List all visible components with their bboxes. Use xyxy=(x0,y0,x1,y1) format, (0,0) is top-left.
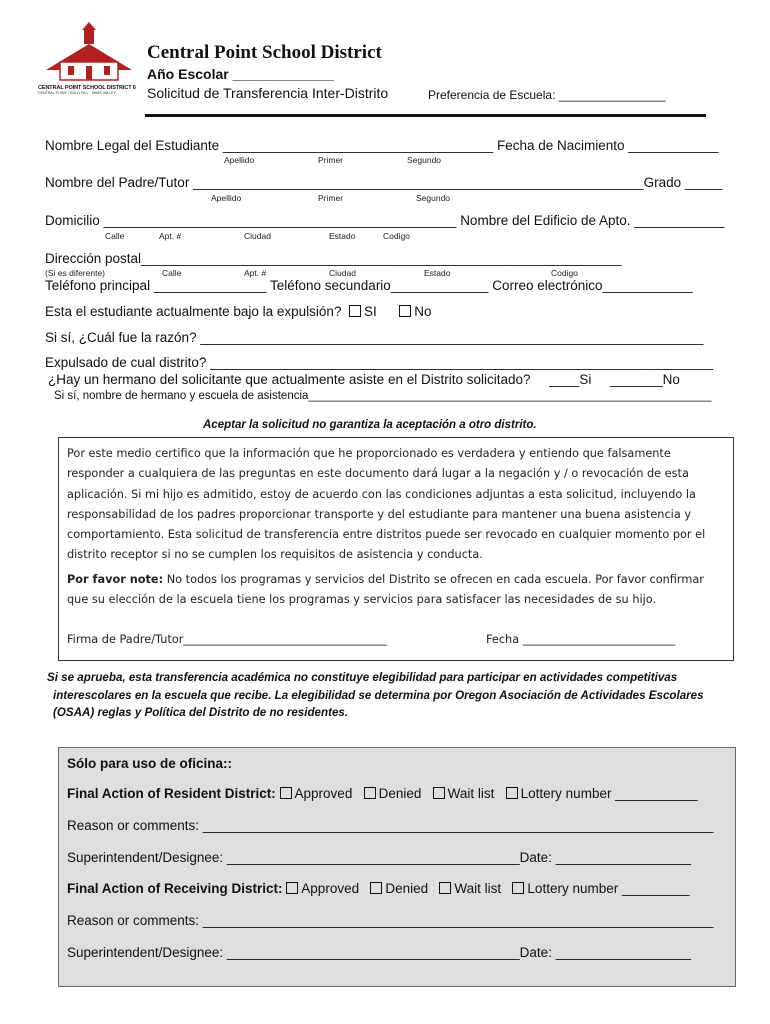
yes-checkbox[interactable] xyxy=(349,305,361,317)
sub-apellido: Apellido xyxy=(211,193,242,203)
no-label: No xyxy=(414,304,432,319)
resident-denied-checkbox[interactable] xyxy=(364,787,376,799)
primary-phone-label: Teléfono principal xyxy=(45,278,151,293)
sub-segundo: Segundo xyxy=(416,193,451,203)
sibling-name-field[interactable]: Si sí, nombre de hermano y escuela de asistencia_______________________________________________________________ xyxy=(54,390,712,402)
resident-action-label: Final Action of Resident District: xyxy=(67,786,276,801)
form-title: Solicitud de Transferencia Inter-Distrito xyxy=(147,85,389,101)
sub-primer: Primer xyxy=(318,155,344,165)
sibling-no-field[interactable]: _______No xyxy=(610,372,680,387)
resident-superintendent-field[interactable]: Superintendent/Designee: _______________________________________Date: __________________ xyxy=(67,850,691,865)
district-title: Central Point School District xyxy=(147,42,382,63)
sub-estado: Estado xyxy=(329,231,356,241)
receiving-lottery-field[interactable]: Lottery number _________ xyxy=(527,881,690,896)
resident-reason-field[interactable]: Reason or comments: ____________________________________________________________________ xyxy=(67,818,714,833)
program-note xyxy=(67,570,727,611)
resident-denied-label: Denied xyxy=(378,786,422,801)
sub-note: (Si es diferente) xyxy=(45,268,105,278)
dob-label: Fecha de Nacimiento xyxy=(496,138,625,153)
mailing-row xyxy=(45,251,622,266)
receiving-superintendent-field[interactable]: Superintendent/Designee: _______________________________________Date: __________________ xyxy=(67,945,691,960)
grade-field[interactable]: _____ xyxy=(684,175,723,190)
eligibility-notice: Si se aprueba, esta transferencia académica no constituye elegibilidad para participar en actividades competitivas interescolares en la escuela que recibe. La elegibilidad se determina por Oregon Asociación de Actividades Escolares (OSAA) reglas y Política del Distrito de no residentes. xyxy=(47,671,704,719)
sub-calle: Calle xyxy=(105,231,125,241)
acceptance-notice: Aceptar la solicitud no garantiza la aceptación a otro distrito. xyxy=(203,419,537,431)
resident-lottery-checkbox[interactable] xyxy=(506,787,518,799)
address-label: Domicilio xyxy=(45,213,100,228)
sub-ciudad: Ciudad xyxy=(244,231,271,241)
program-note-label: Por favor note: xyxy=(67,572,164,586)
sub-codigo: Codigo xyxy=(383,231,410,241)
sub-segundo: Segundo xyxy=(407,155,442,165)
signature-field[interactable]: Firma de Padre/Tutor____________________________________ xyxy=(67,633,387,646)
reason-field[interactable]: Si sí, ¿Cuál fue la razón? ___________________________________________________________________ xyxy=(45,330,704,345)
building-field[interactable]: ____________ xyxy=(634,213,725,228)
resident-waitlist-checkbox[interactable] xyxy=(433,787,445,799)
resident-approved-checkbox[interactable] xyxy=(280,787,292,799)
secondary-phone-label: Teléfono secundario xyxy=(269,278,391,293)
resident-action-row xyxy=(67,786,698,801)
district-logo xyxy=(38,22,138,95)
sub-estado: Estado xyxy=(424,268,451,278)
secondary-phone-field[interactable]: _____________ xyxy=(390,278,489,293)
email-field[interactable]: ____________ xyxy=(602,278,693,293)
receiving-approved-checkbox[interactable] xyxy=(286,882,298,894)
primary-phone-field[interactable]: _______________ xyxy=(153,278,267,293)
program-note-text: No todos los programas y servicios del Distrito se ofrecen en cada escuela. Por favor confirmar que su elección de la escuela tiene los programas y servicios para satisfacer las necesidades de su hijo. xyxy=(67,572,704,607)
mailing-field[interactable]: ________________________________________________________________ xyxy=(141,251,622,266)
receiving-waitlist-checkbox[interactable] xyxy=(439,882,451,894)
parent-field[interactable]: ____________________________________________________________ xyxy=(193,175,644,190)
mailing-label: Dirección postal xyxy=(45,251,142,266)
parent-name-row xyxy=(45,175,722,190)
sub-primer: Primer xyxy=(318,193,344,203)
resident-lottery-field[interactable]: Lottery number ___________ xyxy=(520,786,698,801)
address-row xyxy=(45,213,724,228)
receiving-denied-label: Denied xyxy=(385,881,429,896)
sub-apellido: Apellido xyxy=(224,155,255,165)
sub-ciudad: Ciudad xyxy=(329,268,356,278)
sub-calle: Calle xyxy=(162,268,182,278)
receiving-lottery-checkbox[interactable] xyxy=(512,882,524,894)
resident-approved-label: Approved xyxy=(294,786,353,801)
receiving-action-row xyxy=(67,881,690,896)
legal-name-field[interactable]: ____________________________________ xyxy=(222,138,494,153)
school-preference: Preferencia de Escuela: ________________ xyxy=(428,88,666,102)
resident-waitlist-label: Wait list xyxy=(447,786,495,801)
header-divider xyxy=(145,114,706,117)
address-field[interactable]: _______________________________________________ xyxy=(103,213,457,228)
certification-paragraph: Por este medio certifico que la información que he proporcionado es verdadera y entiendo que falsamente responder a cualquiera de las preguntas en este documento dará lugar a la negación y / o revocación de esta aplicación. Si mi hijo es admitido, estoy de acuerdo con las condiciones adjuntas a esta solicitud, incluyendo la responsabilidad de los padres proporcionar transporte y del estudiante para mantener una buena asistencia y comportamiento. Esta solicitud de transferencia entre distritos puede ser revocado en cualquier momento por el distrito receptor si no se cumplen los requisitos de asistencia y conducta. xyxy=(67,447,706,562)
receiving-waitlist-label: Wait list xyxy=(454,881,502,896)
dob-field[interactable]: ____________ xyxy=(628,138,719,153)
grade-label: Grado xyxy=(643,175,682,190)
logo-subtext: CENTRAL POINT · GOLD HILL · SAMS VALLEY xyxy=(38,91,117,95)
sibling-yes-field[interactable]: ____Si xyxy=(549,372,592,387)
expelled-row xyxy=(45,304,432,319)
sibling-question: ¿Hay un hermano del solicitante que actualmente asiste en el Distrito solicitado? xyxy=(48,372,531,387)
email-label: Correo electrónico xyxy=(492,278,603,293)
legal-name-label: Nombre Legal del Estudiante xyxy=(45,138,220,153)
no-checkbox[interactable] xyxy=(399,305,411,317)
expelled-district-field[interactable]: Expulsado de cual distrito? ___________________________________________________________________ xyxy=(45,355,714,370)
receiving-action-label: Final Action of Receiving District: xyxy=(67,881,283,896)
certification-box xyxy=(58,437,734,661)
receiving-reason-field[interactable]: Reason or comments: ____________________________________________________________________ xyxy=(67,913,714,928)
student-name-row xyxy=(45,138,718,153)
sibling-row xyxy=(48,372,680,387)
expelled-question: Esta el estudiante actualmente bajo la expulsión? xyxy=(45,304,342,319)
office-title: Sólo para uso de oficina:: xyxy=(67,756,233,771)
receiving-denied-checkbox[interactable] xyxy=(370,882,382,894)
schoolhouse-logo-icon xyxy=(38,22,138,82)
parent-label: Nombre del Padre/Tutor xyxy=(45,175,190,190)
phone-row xyxy=(45,278,693,293)
logo-text: CENTRAL POINT SCHOOL DISTRICT 6 xyxy=(38,85,136,91)
receiving-approved-label: Approved xyxy=(301,881,360,896)
sub-apt: Apt. # xyxy=(244,268,267,278)
office-use-panel xyxy=(58,747,736,987)
signature-date-field[interactable]: Fecha ___________________________ xyxy=(486,633,676,646)
building-label: Nombre del Edificio de Apto. xyxy=(460,213,631,228)
yes-label: SI xyxy=(363,304,377,319)
sub-apt: Apt. # xyxy=(159,231,182,241)
school-year: Año Escolar _____________ xyxy=(147,66,334,82)
sub-codigo: Codigo xyxy=(551,268,578,278)
